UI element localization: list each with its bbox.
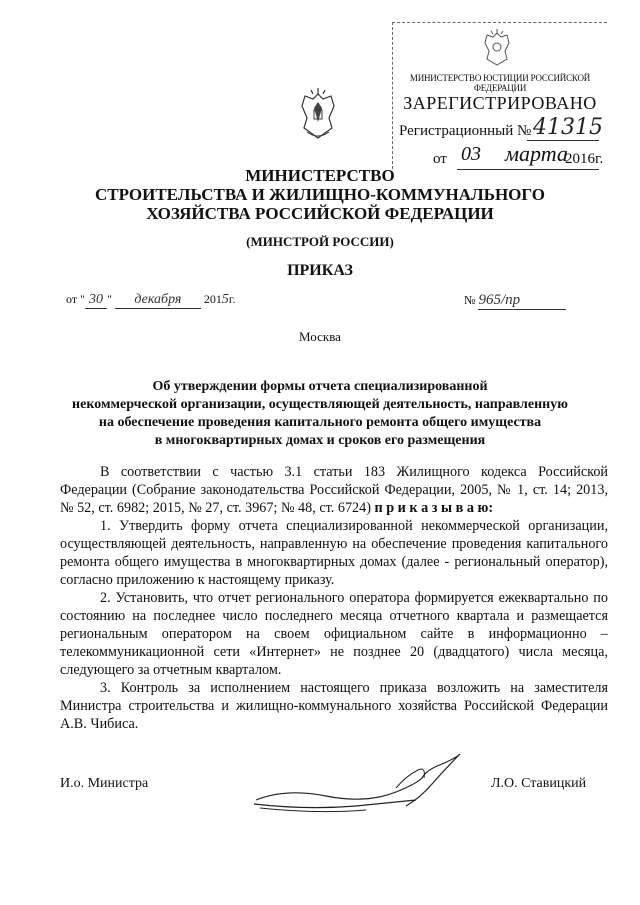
order-word: п р и к а з ы в а ю: xyxy=(374,500,494,516)
ministry-line3: ХОЗЯЙСТВА РОССИЙСКОЙ ФЕДЕРАЦИИ xyxy=(146,204,494,223)
ministry-line1: МИНИСТЕРСТВО xyxy=(245,166,395,185)
stamp-date-prefix: от xyxy=(433,151,447,167)
stamp-registered: ЗАРЕГИСТРИРОВАНО xyxy=(403,93,597,113)
title-line1: Об утверждении формы отчета специализированной xyxy=(152,379,488,394)
title-line4: в многоквартирных домах и сроков его размещения xyxy=(154,433,486,448)
paragraph-2: 2. Установить, что отчет регионального оператора формируется ежеквартально по состоянию на последнее число последнего месяца отчетного квартала и размещается региональным оператором на своем официальном сайте в информационно – телекоммуникационной сети «Интернет» не позднее 20 (двадцатого) числа месяца, следующего за отчетным кварталом. xyxy=(60,590,608,678)
stamp-date-month: марта xyxy=(505,141,568,166)
order-date xyxy=(66,292,235,309)
order-number xyxy=(464,292,566,310)
stamp-regnum-value: 41315 xyxy=(533,115,603,140)
order-date-day: 30 xyxy=(85,292,107,309)
coat-of-arms-icon xyxy=(295,88,341,142)
signatory-name: Л.О. Ставицкий xyxy=(491,776,587,791)
paragraph-preamble xyxy=(60,463,608,517)
city: Москва xyxy=(299,329,341,344)
document-body xyxy=(60,463,608,733)
coat-of-arms-icon xyxy=(479,29,515,69)
ministry-name xyxy=(0,166,640,223)
ministry-line2: СТРОИТЕЛЬСТВА И ЖИЛИЩНО-КОММУНАЛЬНОГО xyxy=(94,185,546,204)
order-date-mid: " xyxy=(106,292,112,306)
order-date-suffix: г. xyxy=(228,292,236,306)
registration-stamp xyxy=(392,22,607,169)
order-date-year-prefix: 201 xyxy=(203,292,222,306)
order-date-prefix: от " xyxy=(66,292,85,306)
document-type: ПРИКАЗ xyxy=(287,262,353,279)
handwritten-signature-icon xyxy=(246,748,476,818)
paragraph-1: 1. Утвердить форму отчета специализированной некоммерческой организации, осуществляющей деятельность, направленную на обеспечение проведения капитального ремонта общего имущества в многоквартирных домах (далее - региональный оператор), согласно приложению к настоящему приказу. xyxy=(60,518,608,588)
stamp-date-year: 2016г. xyxy=(565,151,604,167)
preamble-text: В соответствии с частью 3.1 статьи 183 Жилищного кодекса Российской Федерации (Собрание законодательства Российской Федерации, 2005, № 1, ст. 14; 2013, № 52, ст. 6982; 2015, № 27, ст. 3967; № 48, ст. 6724) xyxy=(60,464,608,516)
stamp-date-day: 03 xyxy=(461,143,481,165)
document-title xyxy=(60,378,580,450)
title-line2: некоммерческой организации, осуществляющей деятельность, направленную xyxy=(72,397,568,412)
stamp-regnum-label: Регистрационный № xyxy=(399,123,532,139)
paragraph-3: 3. Контроль за исполнением настоящего приказа возложить на заместителя Министра строительства и жилищно-коммунального хозяйства Российской Федерации А.В. Чибиса. xyxy=(60,680,608,732)
ministry-short-name: (МИНСТРОЙ РОССИИ) xyxy=(246,234,394,249)
signatory-position: И.о. Министра xyxy=(60,776,149,791)
stamp-ministry: МИНИСТЕРСТВО ЮСТИЦИИ РОССИЙСКОЙ ФЕДЕРАЦИИ xyxy=(409,73,591,93)
order-date-month: декабря xyxy=(115,292,201,309)
order-number-prefix: № xyxy=(464,293,476,307)
order-date-year-digit: 5 xyxy=(221,292,229,307)
title-line3: на обеспечение проведения капитального ремонта общего имущества xyxy=(98,415,542,430)
order-number-value: 965/пр xyxy=(478,292,566,310)
